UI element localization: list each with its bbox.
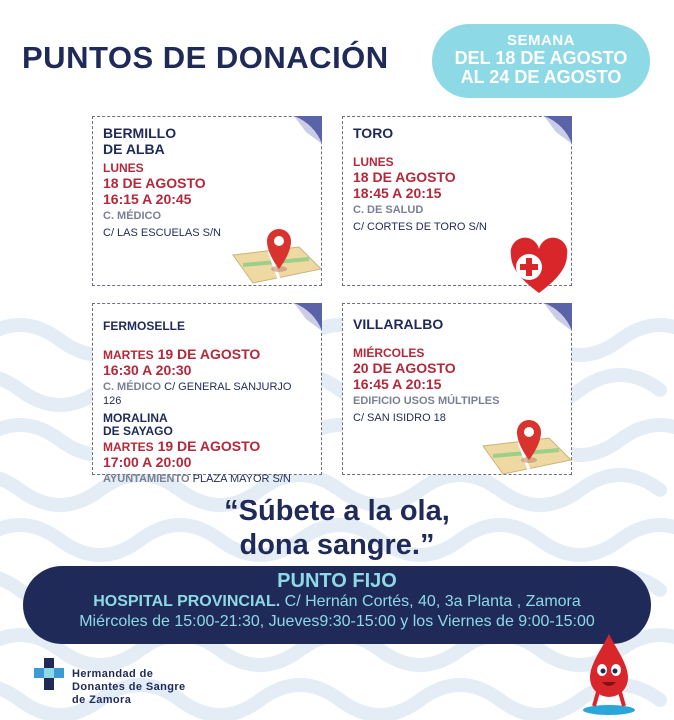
page-title: PUNTOS DE DONACIÓN [22,40,389,75]
map-pin-icon [229,225,325,289]
card-villaralbo [342,303,572,475]
place-name-2: MORALINA [103,411,168,425]
place-name: TORO [353,125,394,141]
fixed-point-title: PUNTO FIJO [277,570,397,592]
center: AYUNTAMIENTO [103,473,190,485]
org-line-2: Donantes de Sangre [72,681,186,693]
date: 19 DE AGOSTO [157,438,261,454]
address: PLAZA MAYOR S/N [192,473,291,485]
hospital-address: C/ Hernán Cortés, 40, 3a Planta , Zamora [284,593,581,610]
address: C/ SAN ISIDRO 18 [353,412,446,424]
card-bermillo [92,116,322,286]
org-line-3: de Zamora [72,694,132,706]
place-name: VILLARALBO [353,316,444,332]
time: 17:00 A 20:00 [103,454,192,470]
week-end: AL 24 DE AGOSTO [460,67,622,87]
map-pin-icon [479,416,575,480]
week-label: SEMANA [506,32,575,49]
organization-logo [34,656,186,707]
time: 16:30 A 20:30 [103,362,192,378]
date: 20 DE AGOSTO [353,360,456,376]
blood-drop-mascot [580,630,638,716]
slogan-line-2: dona sangre.” [239,529,435,561]
day: LUNES [353,155,394,169]
heart-cross-icon [509,237,569,297]
week-badge [432,24,650,98]
time: 16:45 A 20:15 [353,376,442,392]
day: MARTES [103,440,154,454]
cross-logo-icon [34,656,64,696]
day: LUNES [103,161,144,175]
date: 18 DE AGOSTO [353,169,456,185]
page-fold-icon [294,116,322,144]
card-fermoselle [92,303,322,485]
slogan-line-1: “Súbete a la ola, [224,495,450,527]
center: EDIFICIO USOS MÚLTIPLES [353,395,500,407]
date: 18 DE AGOSTO [103,175,206,191]
place-name: BERMILLO [103,125,177,141]
week-start: DEL 18 DE AGOSTO [454,48,628,68]
place-name: FERMOSELLE [103,319,186,333]
page-fold-icon [294,303,322,331]
time: 16:15 A 20:45 [103,191,192,207]
fixed-point-banner [23,566,651,644]
time: 18:45 A 20:15 [353,185,442,201]
fixed-point-schedule: Miércoles de 15:00-21:30, Jueves9:30-15:00 y los Viernes de 9:00-15:00 [79,613,595,630]
page-fold-icon [544,116,572,144]
date: 19 DE AGOSTO [157,346,261,362]
card-toro [342,116,572,286]
center: C. DE SALUD [353,204,424,216]
org-line-1: Hermandad de [72,668,154,680]
address: C/ LAS ESCUELAS S/N [103,227,221,239]
slogan [0,494,674,562]
day: MIÉRCOLES [353,346,425,360]
day: MARTES [103,348,154,362]
address: C/ GENERAL SANJURJO 126 [103,381,292,407]
place-name-2: DE ALBA [103,141,165,157]
hospital-name: HOSPITAL PROVINCIAL. [93,593,281,610]
place-name-3: DE SAYAGO [103,424,173,438]
center: C. MÉDICO [103,381,162,393]
center: C. MÉDICO [103,210,162,222]
page-fold-icon [544,303,572,331]
address: C/ CORTES DE TORO S/N [353,221,487,233]
